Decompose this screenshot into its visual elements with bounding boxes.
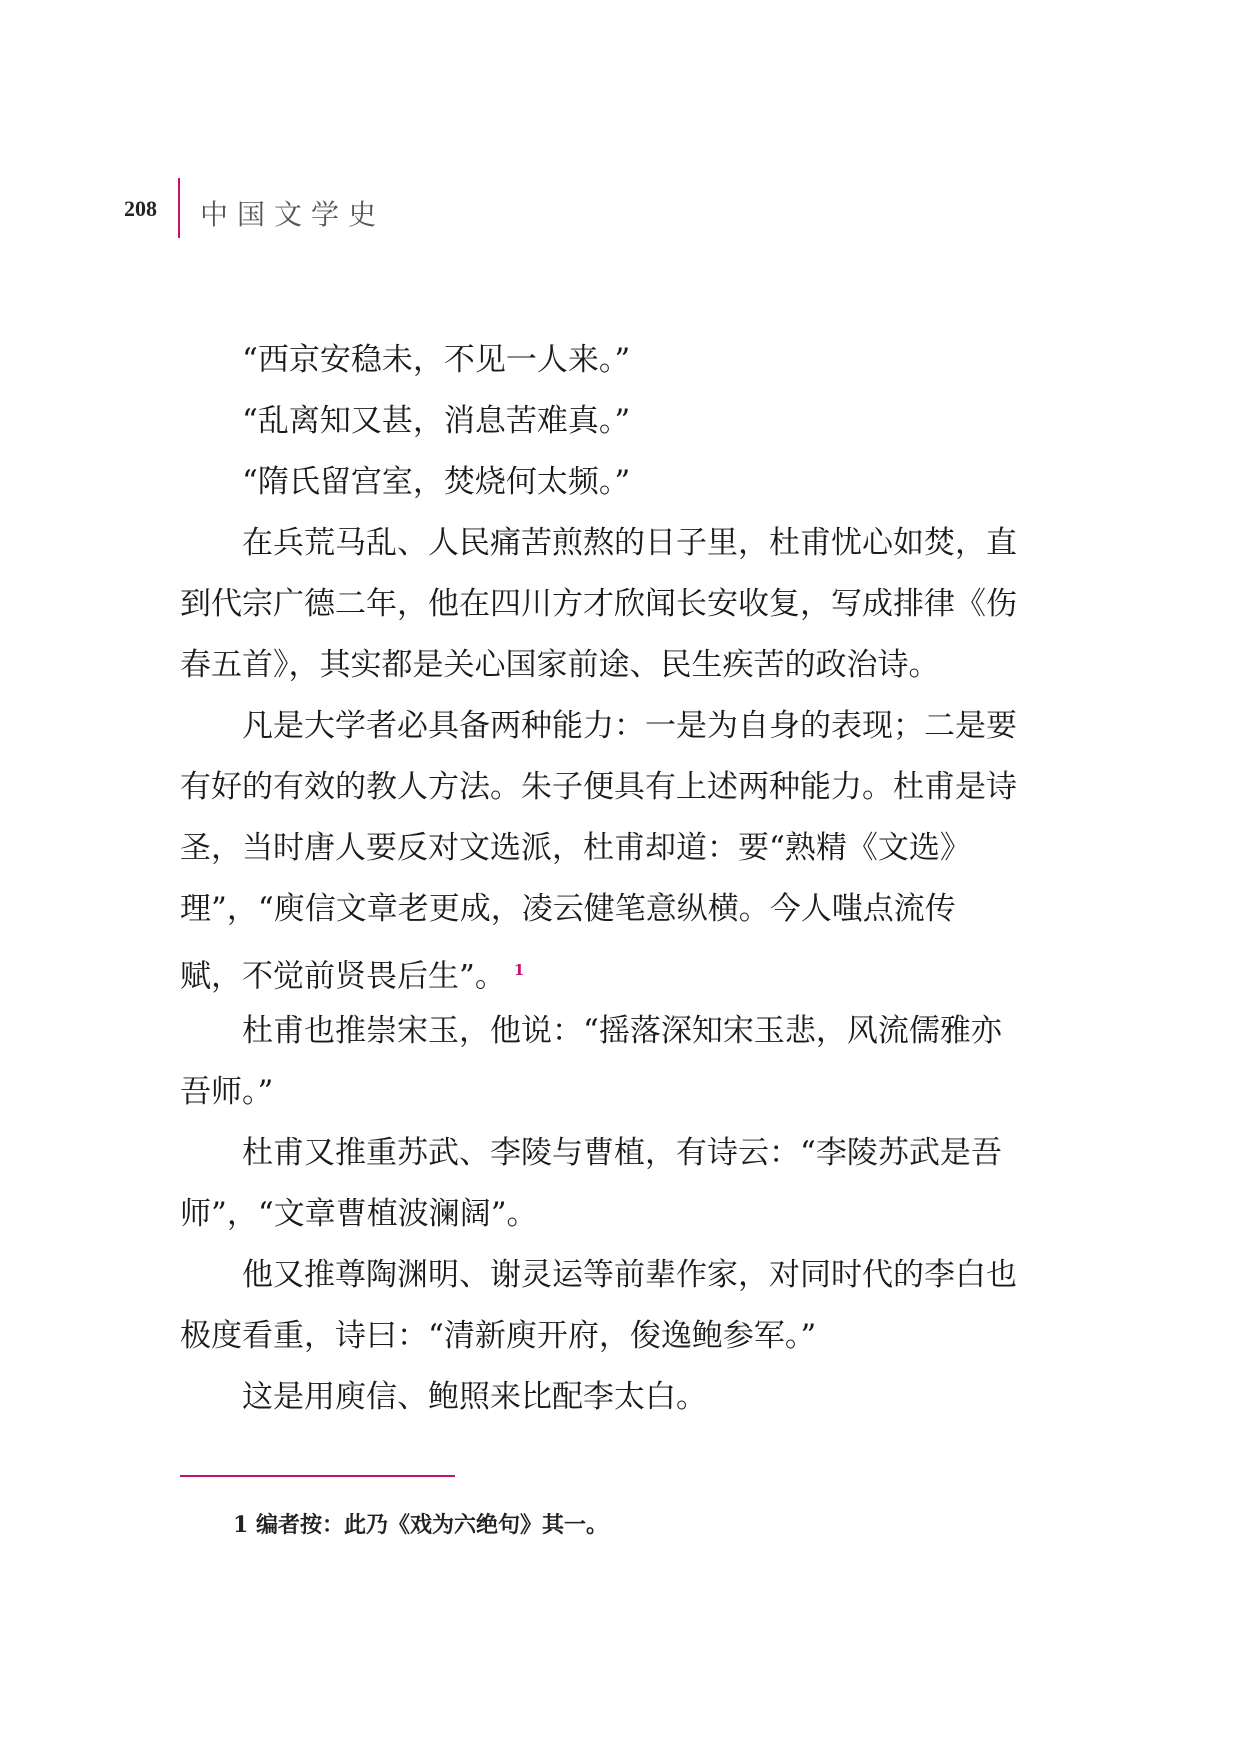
paragraph-line [180, 940, 1030, 1001]
poem-line: “西京安稳未，不见一人来。” [242, 342, 631, 378]
paragraph-line: 凡是大学者必具备两种能力：一是为自身的表现；二是要 [242, 708, 1017, 744]
paragraph-line: 他又推尊陶渊明、谢灵运等前辈作家，对同时代的李白也 [242, 1257, 1017, 1293]
paragraph-line: 吾师。” [180, 1074, 274, 1110]
footnote: 1 编者按：此乃《戏为六绝句》其一。 [233, 1512, 608, 1538]
page-header [0, 0, 1239, 240]
footnote-marker[interactable]: 1 [513, 961, 525, 979]
body-text [180, 330, 1030, 1428]
paragraph-line: 有好的有效的教人方法。朱子便具有上述两种能力。杜甫是诗 [180, 769, 1017, 805]
footnote-divider [180, 1475, 455, 1477]
paragraph-line: 理”，“庾信文章老更成，凌云健笔意纵横。今人嗤点流传 [180, 891, 956, 927]
header-divider [178, 178, 180, 238]
paragraph-line: 在兵荒马乱、人民痛苦煎熬的日子里，杜甫忧心如焚，直 [242, 525, 1017, 561]
running-title: 中国文学史 [200, 198, 386, 231]
paragraph-line: 师”，“文章曹植波澜阔”。 [180, 1196, 538, 1232]
page-number: 208 [124, 196, 157, 221]
paragraph-line-text: 赋，不觉前贤畏后生”。 [180, 958, 506, 995]
paragraph-line: 极度看重，诗曰：“清新庾开府，俊逸鲍参军。” [180, 1318, 817, 1354]
paragraph-line: 杜甫也推崇宋玉，他说：“摇落深知宋玉悲，风流儒雅亦 [242, 1013, 1002, 1049]
paragraph-line: 这是用庾信、鲍照来比配李太白。 [242, 1379, 707, 1415]
paragraph-line: 春五首》，其实都是关心国家前途、民生疾苦的政治诗。 [180, 647, 940, 683]
poem-line: “隋氏留宫室，焚烧何太频。” [242, 464, 631, 500]
poem-line: “乱离知又甚，消息苦难真。” [242, 403, 631, 439]
paragraph-line: 圣，当时唐人要反对文选派，杜甫却道：要“熟精《文选》 [180, 830, 971, 866]
paragraph-line: 到代宗广德二年，他在四川方才欣闻长安收复，写成排律《伤 [180, 586, 1017, 622]
paragraph-line: 杜甫又推重苏武、李陵与曹植，有诗云：“李陵苏武是吾 [242, 1135, 1002, 1171]
